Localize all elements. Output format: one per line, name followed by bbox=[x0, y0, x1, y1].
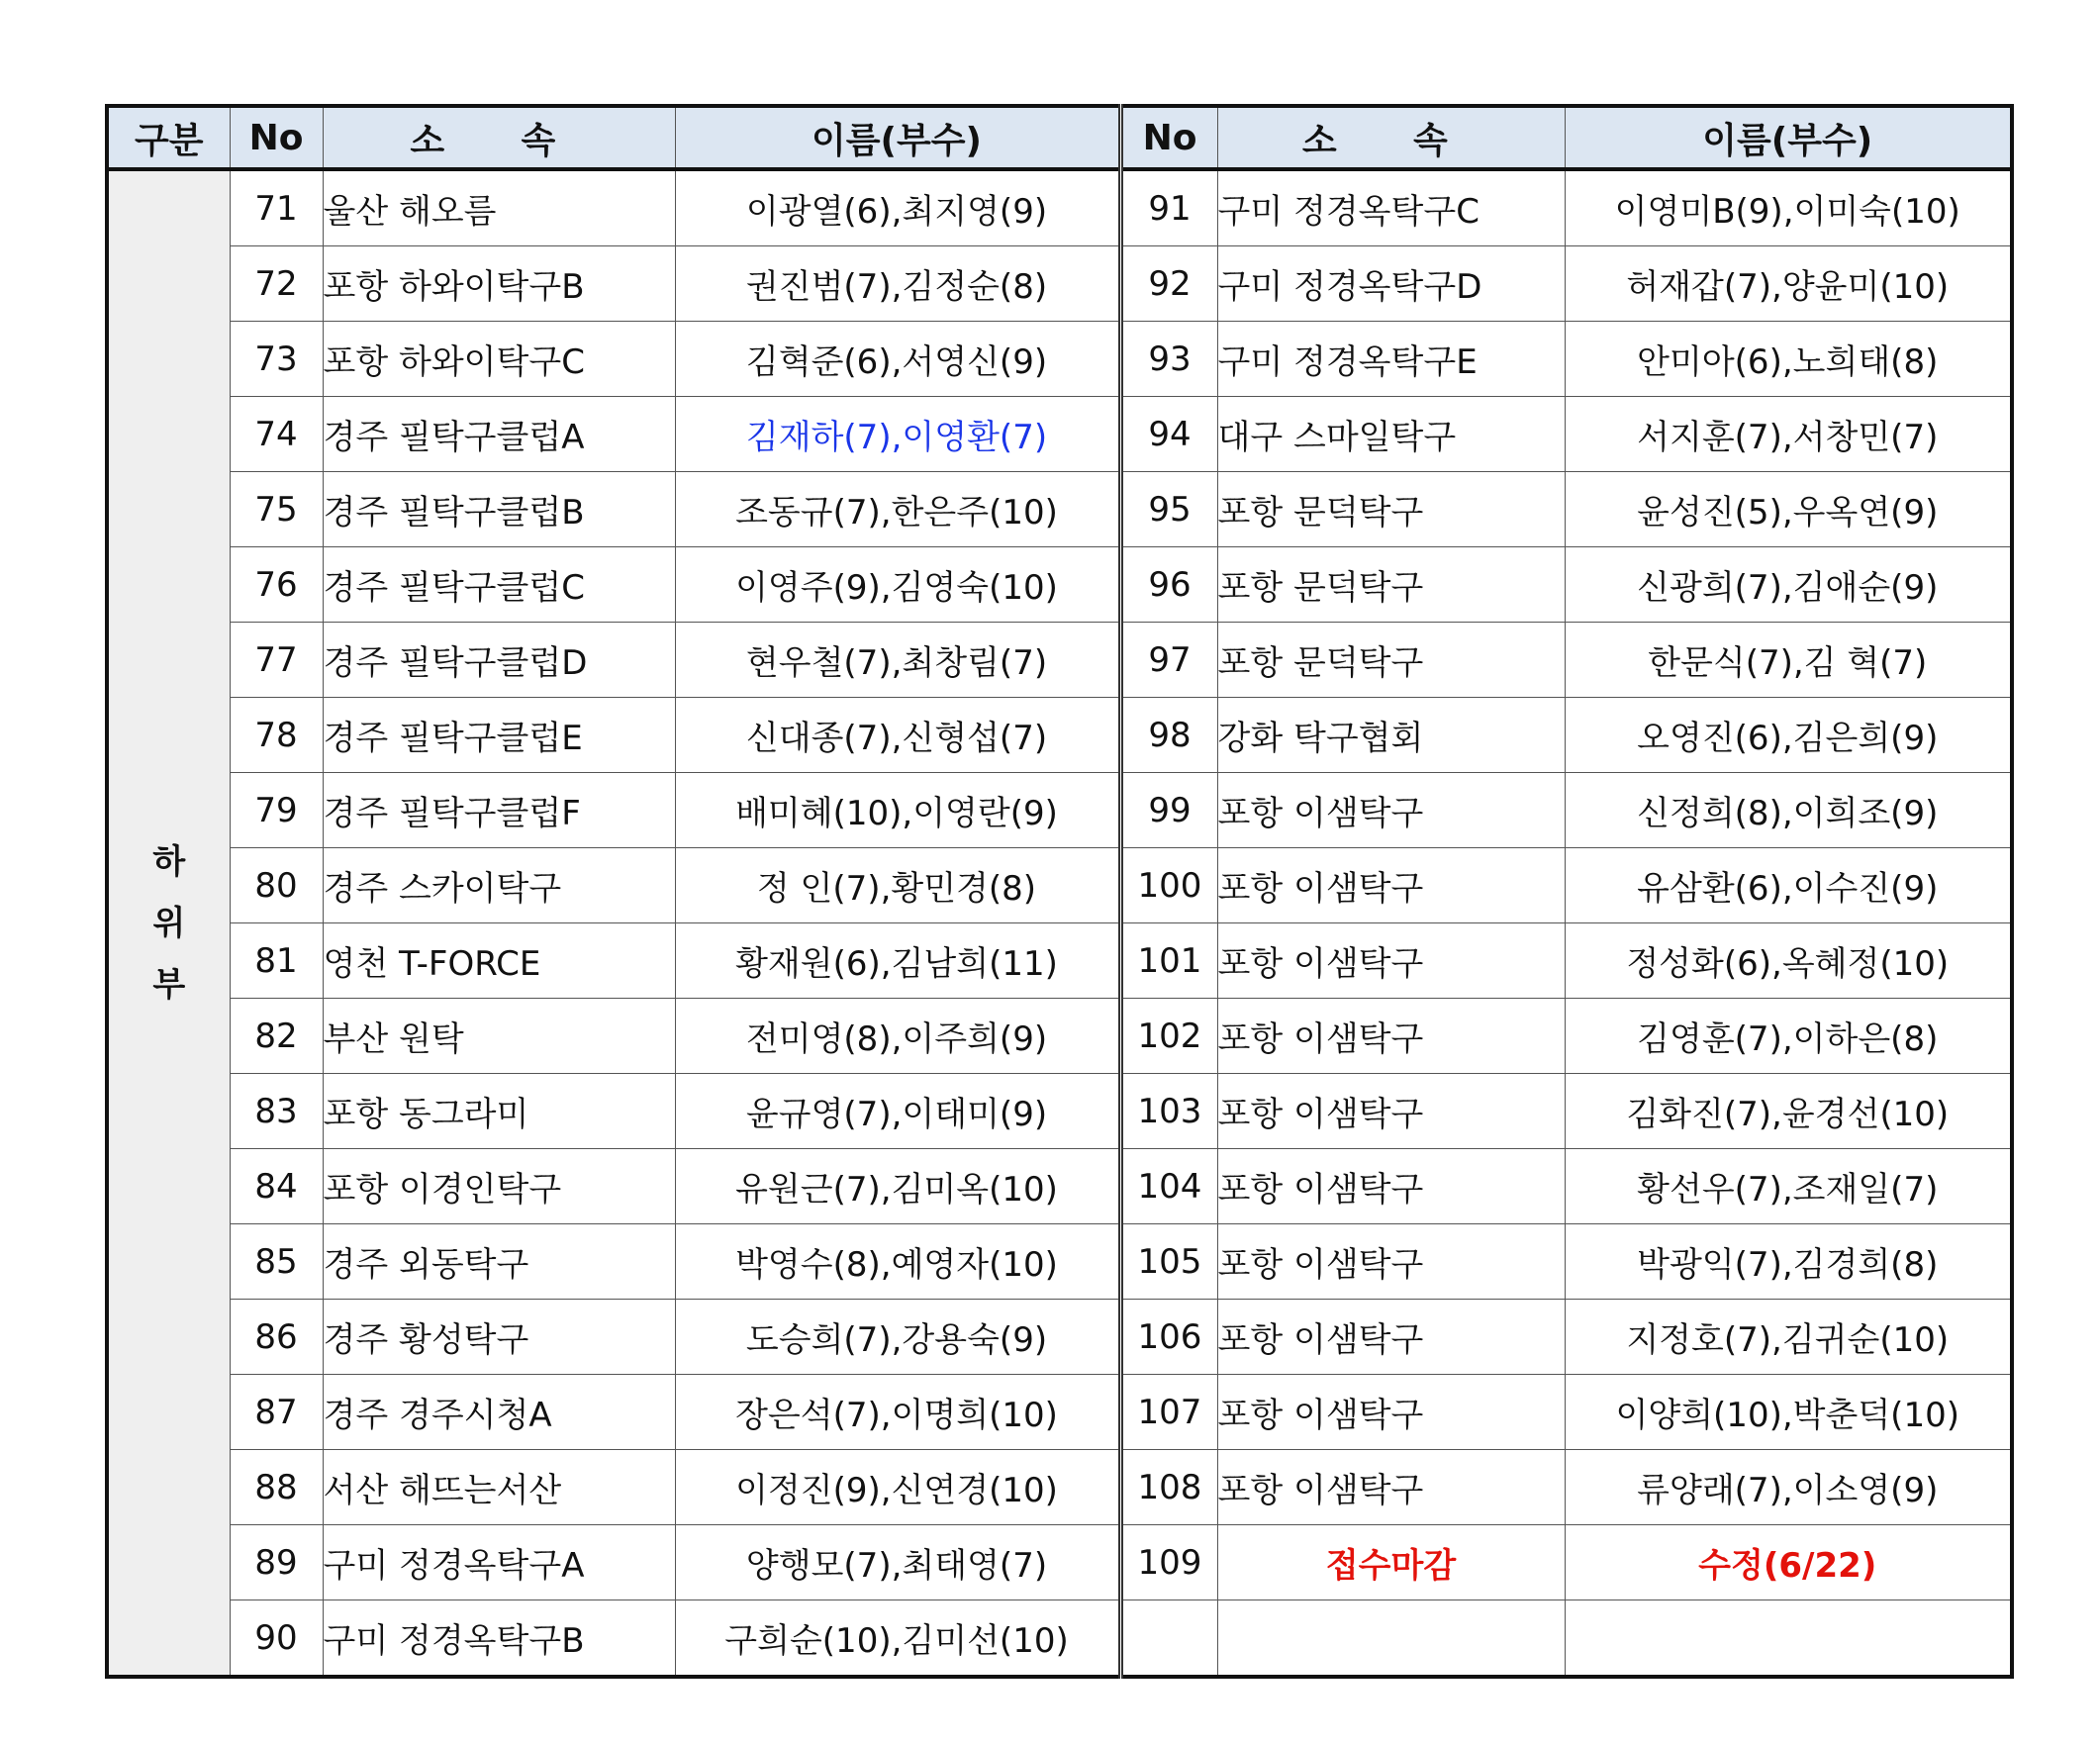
entry-affiliation: 경주 필탁구클럽B bbox=[323, 472, 675, 547]
entry-names: 이양희(10),박춘덕(10) bbox=[1565, 1375, 2012, 1450]
entry-number: 105 bbox=[1120, 1224, 1217, 1300]
table-row bbox=[107, 1525, 2012, 1600]
roster-table bbox=[105, 104, 2014, 1679]
entry-names: 김화진(7),윤경선(10) bbox=[1565, 1074, 2012, 1149]
entry-affiliation bbox=[1217, 1600, 1565, 1678]
entry-affiliation: 포항 문덕탁구 bbox=[1217, 623, 1565, 698]
entry-number: 102 bbox=[1120, 999, 1217, 1074]
table-row bbox=[107, 1074, 2012, 1149]
entry-number: 103 bbox=[1120, 1074, 1217, 1149]
table-row bbox=[107, 169, 2012, 246]
entry-number: 104 bbox=[1120, 1149, 1217, 1224]
entry-number: 100 bbox=[1120, 848, 1217, 923]
entry-names: 류양래(7),이소영(9) bbox=[1565, 1450, 2012, 1525]
entry-affiliation: 경주 필탁구클럽D bbox=[323, 623, 675, 698]
header-name-right: 이름(부수) bbox=[1565, 106, 2012, 169]
entry-names: 정성화(6),옥혜정(10) bbox=[1565, 923, 2012, 999]
entry-affiliation: 경주 스카이탁구 bbox=[323, 848, 675, 923]
table-row bbox=[107, 923, 2012, 999]
entry-affiliation: 포항 이샘탁구 bbox=[1217, 1300, 1565, 1375]
header-row bbox=[107, 106, 2012, 169]
entry-names: 김재하(7),이영환(7) bbox=[675, 397, 1120, 472]
entry-affiliation: 포항 동그라미 bbox=[323, 1074, 675, 1149]
entry-names: 김영훈(7),이하은(8) bbox=[1565, 999, 2012, 1074]
entry-names: 권진범(7),김정순(8) bbox=[675, 246, 1120, 322]
entry-names bbox=[1565, 1600, 2012, 1678]
entry-number: 95 bbox=[1120, 472, 1217, 547]
entry-affiliation: 포항 문덕탁구 bbox=[1217, 547, 1565, 623]
entry-names: 정 인(7),황민경(8) bbox=[675, 848, 1120, 923]
entry-affiliation: 경주 경주시청A bbox=[323, 1375, 675, 1450]
entry-number: 108 bbox=[1120, 1450, 1217, 1525]
entry-number: 88 bbox=[230, 1450, 323, 1525]
division-label: 하 위 부 bbox=[107, 169, 230, 1677]
entry-number: 94 bbox=[1120, 397, 1217, 472]
entry-affiliation: 구미 정경옥탁구A bbox=[323, 1525, 675, 1600]
entry-names: 황선우(7),조재일(7) bbox=[1565, 1149, 2012, 1224]
entry-names: 한문식(7),김 혁(7) bbox=[1565, 623, 2012, 698]
entry-affiliation: 포항 이샘탁구 bbox=[1217, 848, 1565, 923]
table-row bbox=[107, 698, 2012, 773]
entry-number: 79 bbox=[230, 773, 323, 848]
entry-number bbox=[1120, 1600, 1217, 1678]
entry-names: 배미혜(10),이영란(9) bbox=[675, 773, 1120, 848]
entry-number: 83 bbox=[230, 1074, 323, 1149]
entry-number: 99 bbox=[1120, 773, 1217, 848]
entry-names: 조동규(7),한은주(10) bbox=[675, 472, 1120, 547]
entry-names: 이정진(9),신연경(10) bbox=[675, 1450, 1120, 1525]
entry-names: 신정희(8),이희조(9) bbox=[1565, 773, 2012, 848]
entry-affiliation: 구미 정경옥탁구C bbox=[1217, 169, 1565, 246]
table-row bbox=[107, 1375, 2012, 1450]
entry-number: 91 bbox=[1120, 169, 1217, 246]
table-row bbox=[107, 472, 2012, 547]
entry-names: 박광익(7),김경희(8) bbox=[1565, 1224, 2012, 1300]
entry-number: 87 bbox=[230, 1375, 323, 1450]
table-row bbox=[107, 322, 2012, 397]
entry-names: 이광열(6),최지영(9) bbox=[675, 169, 1120, 246]
entry-number: 106 bbox=[1120, 1300, 1217, 1375]
entry-names: 안미아(6),노희태(8) bbox=[1565, 322, 2012, 397]
entry-number: 71 bbox=[230, 169, 323, 246]
entry-names: 도승희(7),강용숙(9) bbox=[675, 1300, 1120, 1375]
entry-number: 97 bbox=[1120, 623, 1217, 698]
entry-names: 현우철(7),최창림(7) bbox=[675, 623, 1120, 698]
entry-affiliation: 경주 황성탁구 bbox=[323, 1300, 675, 1375]
entry-affiliation: 대구 스마일탁구 bbox=[1217, 397, 1565, 472]
entry-names: 황재원(6),김남희(11) bbox=[675, 923, 1120, 999]
table-row bbox=[107, 1600, 2012, 1678]
entry-affiliation: 구미 정경옥탁구B bbox=[323, 1600, 675, 1678]
entry-affiliation: 포항 하와이탁구C bbox=[323, 322, 675, 397]
entry-names: 허재갑(7),양윤미(10) bbox=[1565, 246, 2012, 322]
entry-names: 지정호(7),김귀순(10) bbox=[1565, 1300, 2012, 1375]
entry-affiliation: 경주 필탁구클럽A bbox=[323, 397, 675, 472]
entry-number: 85 bbox=[230, 1224, 323, 1300]
entry-affiliation: 경주 필탁구클럽F bbox=[323, 773, 675, 848]
entry-affiliation: 접수마감 bbox=[1217, 1525, 1565, 1600]
entry-affiliation: 구미 정경옥탁구D bbox=[1217, 246, 1565, 322]
entry-number: 96 bbox=[1120, 547, 1217, 623]
entry-number: 92 bbox=[1120, 246, 1217, 322]
table-row bbox=[107, 1450, 2012, 1525]
entry-affiliation: 경주 필탁구클럽E bbox=[323, 698, 675, 773]
entry-number: 75 bbox=[230, 472, 323, 547]
entry-names: 윤규영(7),이태미(9) bbox=[675, 1074, 1120, 1149]
entry-names: 전미영(8),이주희(9) bbox=[675, 999, 1120, 1074]
entry-names: 윤성진(5),우옥연(9) bbox=[1565, 472, 2012, 547]
entry-affiliation: 울산 해오름 bbox=[323, 169, 675, 246]
entry-number: 109 bbox=[1120, 1525, 1217, 1600]
entry-number: 90 bbox=[230, 1600, 323, 1678]
entry-number: 81 bbox=[230, 923, 323, 999]
table-row bbox=[107, 1224, 2012, 1300]
entry-affiliation: 포항 이샘탁구 bbox=[1217, 773, 1565, 848]
entry-names: 신대종(7),신형섭(7) bbox=[675, 698, 1120, 773]
entry-number: 73 bbox=[230, 322, 323, 397]
entry-affiliation: 포항 하와이탁구B bbox=[323, 246, 675, 322]
header-name-left: 이름(부수) bbox=[675, 106, 1120, 169]
entry-names: 이영주(9),김영숙(10) bbox=[675, 547, 1120, 623]
entry-affiliation: 포항 이경인탁구 bbox=[323, 1149, 675, 1224]
table-row bbox=[107, 397, 2012, 472]
entry-affiliation: 포항 이샘탁구 bbox=[1217, 1450, 1565, 1525]
entry-number: 80 bbox=[230, 848, 323, 923]
table-row bbox=[107, 999, 2012, 1074]
entry-names: 서지훈(7),서창민(7) bbox=[1565, 397, 2012, 472]
entry-number: 101 bbox=[1120, 923, 1217, 999]
header-affiliation-right: 소 속 bbox=[1217, 106, 1565, 169]
entry-number: 107 bbox=[1120, 1375, 1217, 1450]
entry-number: 77 bbox=[230, 623, 323, 698]
header-no-left: No bbox=[230, 106, 323, 169]
entry-affiliation: 강화 탁구협회 bbox=[1217, 698, 1565, 773]
entry-affiliation: 포항 이샘탁구 bbox=[1217, 999, 1565, 1074]
entry-names: 수정(6/22) bbox=[1565, 1525, 2012, 1600]
entry-number: 89 bbox=[230, 1525, 323, 1600]
entry-affiliation: 포항 이샘탁구 bbox=[1217, 1149, 1565, 1224]
entry-affiliation: 포항 이샘탁구 bbox=[1217, 1074, 1565, 1149]
entry-names: 김혁준(6),서영신(9) bbox=[675, 322, 1120, 397]
entry-number: 72 bbox=[230, 246, 323, 322]
table-row bbox=[107, 547, 2012, 623]
header-affiliation-left: 소 속 bbox=[323, 106, 675, 169]
table-row bbox=[107, 623, 2012, 698]
entry-affiliation: 부산 원탁 bbox=[323, 999, 675, 1074]
entry-affiliation: 경주 외동탁구 bbox=[323, 1224, 675, 1300]
entry-names: 장은석(7),이명희(10) bbox=[675, 1375, 1120, 1450]
entry-affiliation: 포항 문덕탁구 bbox=[1217, 472, 1565, 547]
entry-names: 구희순(10),김미선(10) bbox=[675, 1600, 1120, 1678]
table-row bbox=[107, 1300, 2012, 1375]
entry-affiliation: 경주 필탁구클럽C bbox=[323, 547, 675, 623]
table-row bbox=[107, 246, 2012, 322]
entry-affiliation: 포항 이샘탁구 bbox=[1217, 1375, 1565, 1450]
table-row bbox=[107, 848, 2012, 923]
entry-affiliation: 포항 이샘탁구 bbox=[1217, 1224, 1565, 1300]
entry-number: 82 bbox=[230, 999, 323, 1074]
header-no-right: No bbox=[1120, 106, 1217, 169]
entry-names: 양행모(7),최태영(7) bbox=[675, 1525, 1120, 1600]
header-division: 구분 bbox=[107, 106, 230, 169]
table-row bbox=[107, 1149, 2012, 1224]
entry-names: 유삼환(6),이수진(9) bbox=[1565, 848, 2012, 923]
entry-number: 74 bbox=[230, 397, 323, 472]
roster-body bbox=[107, 169, 2012, 1677]
entry-number: 93 bbox=[1120, 322, 1217, 397]
entry-affiliation: 구미 정경옥탁구E bbox=[1217, 322, 1565, 397]
entry-names: 오영진(6),김은희(9) bbox=[1565, 698, 2012, 773]
entry-affiliation: 영천 T-FORCE bbox=[323, 923, 675, 999]
entry-names: 이영미B(9),이미숙(10) bbox=[1565, 169, 2012, 246]
entry-affiliation: 서산 해뜨는서산 bbox=[323, 1450, 675, 1525]
entry-number: 78 bbox=[230, 698, 323, 773]
entry-names: 박영수(8),예영자(10) bbox=[675, 1224, 1120, 1300]
entry-number: 84 bbox=[230, 1149, 323, 1224]
entry-number: 98 bbox=[1120, 698, 1217, 773]
entry-number: 86 bbox=[230, 1300, 323, 1375]
entry-affiliation: 포항 이샘탁구 bbox=[1217, 923, 1565, 999]
entry-number: 76 bbox=[230, 547, 323, 623]
entry-names: 유원근(7),김미옥(10) bbox=[675, 1149, 1120, 1224]
entry-names: 신광희(7),김애순(9) bbox=[1565, 547, 2012, 623]
table-row bbox=[107, 773, 2012, 848]
